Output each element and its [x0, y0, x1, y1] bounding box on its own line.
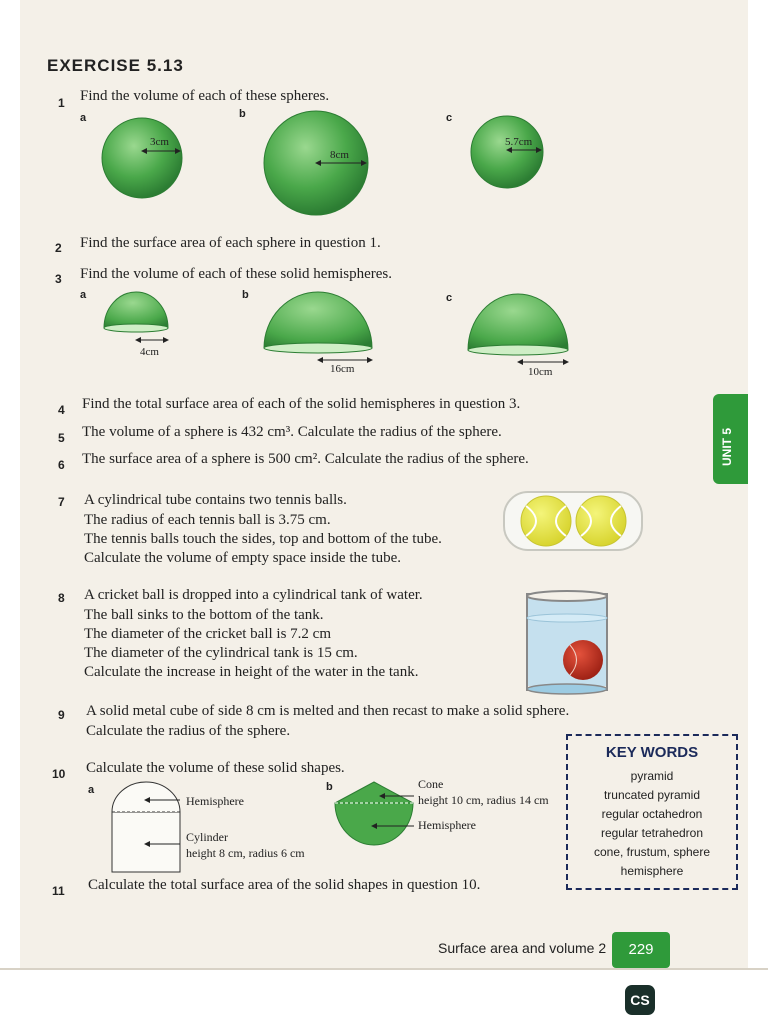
sphere-a: [102, 118, 182, 198]
q4-text: Find the total surface area of each of the solid hemispheres in question 3.: [82, 396, 521, 412]
q11-text: Calculate the total surface area of the solid shapes in question 10.: [88, 877, 481, 893]
q8-line-5: Calculate the increase in height of the water in the tank.: [84, 664, 419, 680]
q10a-cylinder-label: Cylinder: [186, 830, 228, 844]
q1-dim-a: 3cm: [150, 136, 169, 148]
q1-dim-c: 5.7cm: [505, 136, 533, 148]
page-number: 229: [612, 932, 670, 968]
q8-line-2: The ball sinks to the bottom of the tank.: [84, 607, 324, 623]
q3-text: Find the volume of each of these solid hemispheres.: [80, 266, 393, 282]
key-words-title: KEY WORDS: [605, 744, 699, 761]
key-word-item: pyramid: [630, 769, 674, 783]
key-word-item: regular octahedron: [601, 807, 703, 821]
q10-number: 10: [52, 767, 66, 781]
q1-label-b: b: [239, 108, 246, 120]
q7-line-2: The radius of each tennis ball is 3.75 cm.: [84, 512, 331, 528]
q3-label-b: b: [242, 289, 249, 301]
q10-label-a: a: [88, 784, 95, 796]
q3-dim-a: 4cm: [140, 346, 159, 358]
key-words-box: [566, 734, 738, 890]
q3-dim-c: 10cm: [528, 366, 553, 378]
q10b-cone-label: Cone: [418, 777, 444, 791]
q2-number: 2: [55, 241, 62, 255]
key-word-item: truncated pyramid: [603, 788, 701, 802]
q3-dim-b: 16cm: [330, 363, 355, 375]
q8-line-3: The diameter of the cricket ball is 7.2 cm: [84, 626, 331, 642]
q7-line-3: The tennis balls touch the sides, top and bottom of the tube.: [84, 531, 442, 547]
unit-tab-label: UNIT 5: [720, 427, 734, 466]
exercise-title: EXERCISE 5.13: [47, 56, 184, 75]
q8-number: 8: [58, 591, 65, 605]
sphere-b: [264, 111, 368, 215]
q8-line-1: A cricket ball is dropped into a cylindrical tank of water.: [84, 587, 423, 603]
hemisphere-b: [264, 292, 372, 360]
q1-text: Find the volume of each of these spheres.: [80, 88, 330, 104]
q3-number: 3: [55, 272, 62, 286]
q1-label-a: a: [80, 112, 87, 124]
composite-shape-b: [335, 782, 414, 845]
q10b-cone-dims: height 10 cm, radius 14 cm: [418, 793, 549, 807]
unit-tab: [713, 394, 748, 484]
q7-line-4: Calculate the volume of empty space inside the tube.: [84, 550, 401, 566]
key-word-item: regular tetrahedron: [600, 826, 704, 840]
camscanner-logo: CS: [625, 985, 655, 1015]
sphere-c: [471, 116, 543, 188]
q5-number: 5: [58, 431, 65, 445]
q7-number: 7: [58, 495, 65, 509]
q1-dim-b: 8cm: [330, 149, 349, 161]
q10-text: Calculate the volume of these solid shapes.: [86, 760, 345, 776]
q6-text: The surface area of a sphere is 500 cm². Calculate the radius of the sphere.: [82, 451, 529, 467]
q11-number: 11: [52, 884, 65, 898]
q10b-hemisphere-label: Hemisphere: [418, 818, 476, 832]
q9-line-2: Calculate the radius of the sphere.: [86, 723, 291, 739]
water-tank-illustration: [527, 591, 607, 694]
hemisphere-a: [104, 292, 168, 340]
tennis-tube-illustration: [504, 492, 642, 550]
composite-shape-a: [112, 782, 180, 872]
page-edge: [0, 968, 768, 970]
q2-text: Find the surface area of each sphere in question 1.: [80, 235, 381, 251]
q5-text: The volume of a sphere is 432 cm³. Calculate the radius of the sphere.: [82, 424, 502, 440]
q10-label-b: b: [326, 781, 333, 793]
key-word-item: cone, frustum, sphere: [593, 845, 711, 859]
q8-line-4: The diameter of the cylindrical tank is 15 cm.: [84, 645, 358, 661]
key-word-item: hemisphere: [620, 864, 684, 878]
q7-line-1: A cylindrical tube contains two tennis balls.: [84, 492, 347, 508]
q10a-hemisphere-label: Hemisphere: [186, 794, 244, 808]
q9-line-1: A solid metal cube of side 8 cm is melted and then recast to make a solid sphere.: [86, 703, 570, 719]
footer-section-title: Surface area and volume 2: [438, 940, 607, 956]
hemisphere-c: [468, 294, 568, 362]
q3-label-a: a: [80, 289, 87, 301]
q10a-cylinder-dims: height 8 cm, radius 6 cm: [186, 846, 305, 860]
q1-number: 1: [58, 96, 65, 110]
q3-label-c: c: [446, 292, 453, 304]
q1-label-c: c: [446, 112, 453, 124]
q6-number: 6: [58, 458, 65, 472]
q9-number: 9: [58, 708, 65, 722]
q4-number: 4: [58, 403, 65, 417]
